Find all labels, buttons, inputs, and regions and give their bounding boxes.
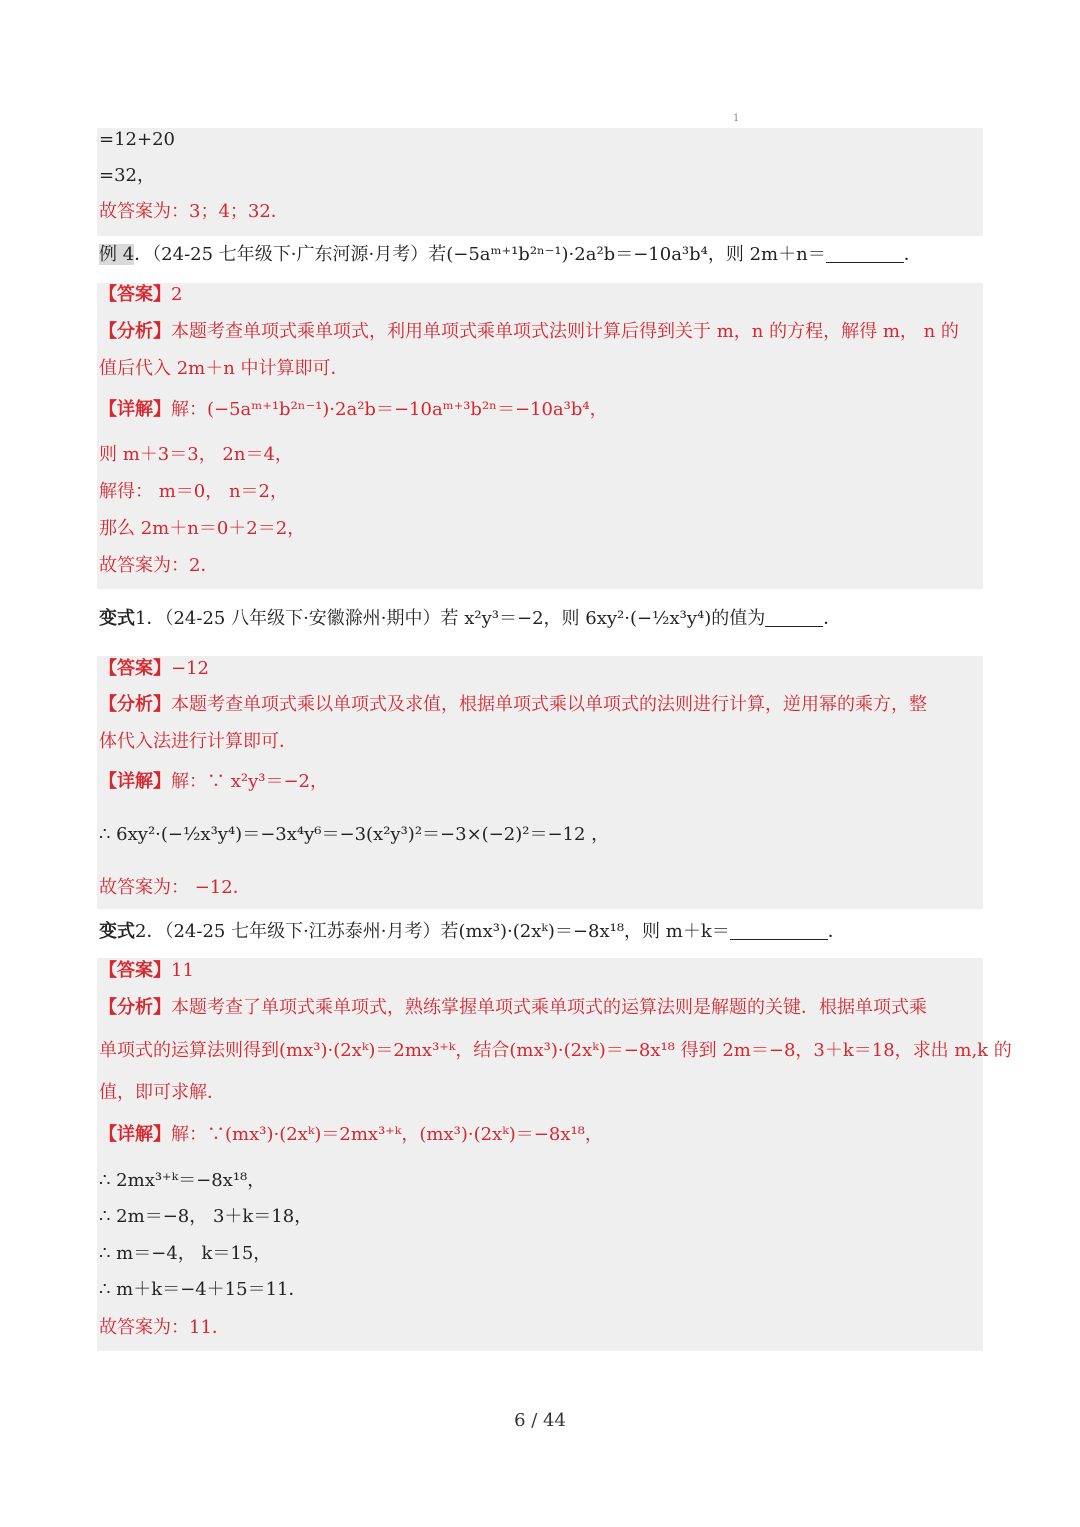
answer-blank[interactable] (765, 608, 823, 627)
detail-line (99, 401, 608, 419)
question-source: 1．（24-25 八年级下·安徽滁州·期中） (135, 608, 441, 629)
answer-value: 2 (171, 284, 183, 305)
detail-tag: 【详解】 (99, 771, 171, 792)
final-answer: 故答案为：2． (99, 555, 219, 576)
detail-tag: 【详解】 (99, 1124, 171, 1145)
answer-line (99, 962, 194, 980)
solution-step: =12+20 (99, 129, 175, 150)
answer-blank[interactable] (826, 244, 904, 263)
question-text: 若(mx³)·(2xᵏ)＝−8x¹⁸，则 m＋k＝ (440, 921, 730, 942)
analysis-line: 单项式的运算法则得到(mx³)·(2xᵏ)＝2mx³⁺ᵏ，结合(mx³)·(2xᵏ)＝−8x¹⁸ 得到 2m＝−8，3＋k＝18，求出 m,k 的 (99, 1040, 1012, 1061)
detail-line: 那么 2m＋n＝0＋2＝2， (99, 518, 306, 539)
question-v2 (99, 921, 846, 941)
question-text: 若 x²y³＝−2，则 6xy²·(−½x³y⁴)的值为 (440, 608, 766, 629)
analysis-tag: 【分析】 (99, 997, 171, 1018)
detail-line: ∴ m＋k＝−4＋15＝11． (99, 1279, 307, 1300)
answer-tag: 【答案】 (99, 658, 171, 679)
analysis-text: 本题考查了单项式乘单项式，熟练掌握单项式乘单项式的运算法则是解题的关键．根据单项式乘 (171, 997, 927, 1018)
example-label: 例 4 (99, 244, 135, 265)
final-answer: 故答案为：11． (99, 1317, 230, 1338)
analysis-tag: 【分析】 (99, 694, 171, 715)
analysis-text: 本题考查单项式乘单项式，利用单项式乘单项式法则计算后得到关于 m，n 的方程，解得 m， n 的 (171, 321, 959, 342)
analysis-text: 本题考查单项式乘以单项式及求值，根据单项式乘以单项式的法则进行计算，逆用幂的乘方，整 (171, 694, 927, 715)
answer-line (99, 660, 209, 678)
detail-line: 则 m＋3＝3， 2n＝4， (99, 444, 293, 465)
question-end: ． (823, 608, 842, 629)
question-v1 (99, 608, 841, 628)
detail-text: 解：∵ x²y³＝−2， (171, 771, 329, 792)
question-source: 2．（24-25 七年级下·江苏泰州·月考） (135, 921, 441, 942)
detail-text: 解：∵(mx³)·(2xᵏ)＝2mx³⁺ᵏ，(mx³)·(2xᵏ)＝−8x¹⁸， (171, 1124, 603, 1145)
final-answer: 故答案为： −12． (99, 877, 251, 898)
analysis-line: 值后代入 2m＋n 中计算即可． (99, 358, 349, 379)
question-end: ． (827, 921, 846, 942)
answer-value: −12 (171, 658, 209, 679)
answer-blank[interactable] (730, 921, 828, 940)
answer-tag: 【答案】 (99, 960, 171, 981)
analysis-line (99, 696, 927, 714)
detail-line: ∴ 2m＝−8， 3＋k＝18， (99, 1206, 313, 1227)
variant-label: 变式 (99, 921, 135, 942)
detail-line: ∴ 6xy²·(−½x³y⁴)＝−3x⁴y⁶＝−3(x²y³)²＝−3×(−2)²＝−12 ， (99, 824, 610, 845)
answer-value: 11 (171, 960, 194, 981)
question-source: ．（24-25 七年级下·广东河源·月考） (134, 244, 429, 265)
analysis-tag: 【分析】 (99, 321, 171, 342)
answer-tag: 【答案】 (99, 284, 171, 305)
answer-line (99, 286, 182, 304)
final-answer: 故答案为：3；4；32． (99, 201, 289, 222)
variant-label: 变式 (99, 608, 135, 629)
detail-line: 解得： m＝0， n＝2， (99, 481, 289, 502)
analysis-line: 值，即可求解． (99, 1082, 225, 1103)
page-number: 6 / 44 (514, 1410, 566, 1431)
detail-line: ∴ m＝−4， k＝15， (99, 1243, 272, 1264)
detail-line (99, 1126, 603, 1144)
detail-line: ∴ 2mx³⁺ᵏ＝−8x¹⁸， (99, 1170, 266, 1191)
question-end: ． (903, 244, 922, 265)
question-ex4 (99, 244, 922, 264)
detail-tag: 【详解】 (99, 399, 171, 420)
analysis-line: 体代入法进行计算即可． (99, 731, 297, 752)
detail-line (99, 773, 328, 791)
solution-step: =32， (99, 165, 155, 186)
analysis-line (99, 323, 959, 341)
analysis-line (99, 999, 927, 1017)
question-text: 若(−5aᵐ⁺¹b²ⁿ⁻¹)·2a²b＝−10a³b⁴，则 2m＋n＝ (428, 244, 826, 265)
page-mark: 1 (733, 113, 740, 124)
detail-text: 解：(−5aᵐ⁺¹b²ⁿ⁻¹)·2a²b＝−10aᵐ⁺³b²ⁿ＝−10a³b⁴， (171, 399, 608, 420)
